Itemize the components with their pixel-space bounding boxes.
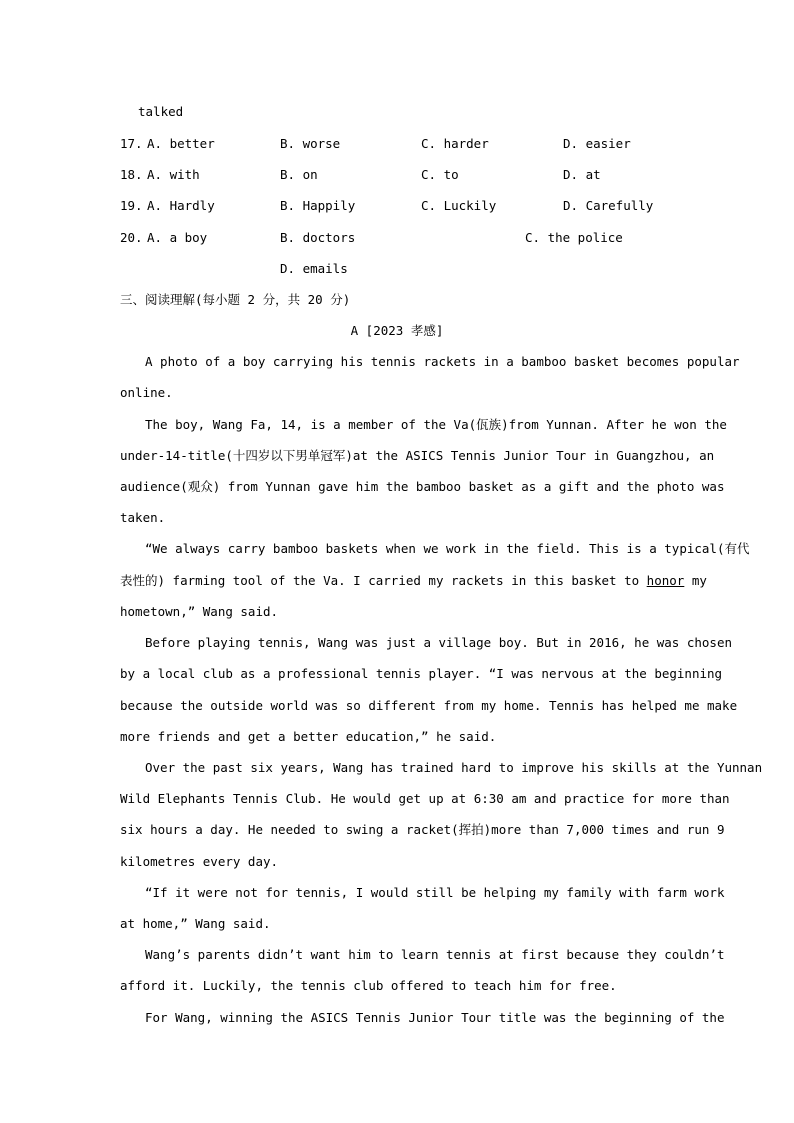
passage-line: “We always carry bamboo baskets when we work in the field. This is a typical(有代 [145, 541, 750, 556]
passage-line: kilometres every day. [120, 854, 279, 869]
question-number: 17. [120, 136, 143, 151]
passage-line: at home,” Wang said. [120, 916, 271, 931]
passage-line: because the outside world was so different from my home. Tennis has helped me make [120, 698, 738, 713]
option-c: C. to [421, 167, 459, 182]
passage-line: For Wang, winning the ASICS Tennis Junior Tour title was the beginning of the [145, 1010, 725, 1025]
passage-line: Before playing tennis, Wang was just a village boy. But in 2016, he was chosen [145, 635, 732, 650]
option-c: C. harder [421, 136, 489, 151]
passage-line: “If it were not for tennis, I would still be helping my family with farm work [145, 885, 725, 900]
passage-text: 表性的) farming tool of the Va. I carried my rackets in this basket to [120, 573, 647, 588]
passage-line: afford it. Luckily, the tennis club offered to teach him for free. [120, 978, 617, 993]
passage-line: under-14-title(十四岁以下男单冠军)at the ASICS Tennis Junior Tour in Guangzhou, an [120, 448, 715, 463]
option-d: D. emails [280, 261, 348, 276]
passage-line: The boy, Wang Fa, 14, is a member of the Va(佤族)from Yunnan. After he won the [145, 417, 727, 432]
option-a: A. Hardly [147, 198, 215, 213]
option-b: B. doctors [280, 230, 356, 245]
option-d: D. at [563, 167, 601, 182]
carry-over-text: talked [138, 104, 184, 119]
passage-line: A photo of a boy carrying his tennis rackets in a bamboo basket becomes popular [145, 354, 740, 369]
question-number: 18. [120, 167, 143, 182]
option-a: A. with [147, 167, 200, 182]
question-number: 19. [120, 198, 143, 213]
option-b: B. worse [280, 136, 341, 151]
passage-line: Over the past six years, Wang has trained hard to improve his skills at the Yunnan [145, 760, 763, 775]
option-c: C. Luckily [421, 198, 497, 213]
question-number: 20. [120, 230, 143, 245]
passage-line: more friends and get a better education,” he said. [120, 729, 497, 744]
passage-line: online. [120, 385, 173, 400]
section-heading: 三、阅读理解(每小题 2 分，共 20 分) [120, 292, 351, 307]
option-b: B. Happily [280, 198, 356, 213]
passage-line: Wang’s parents didn’t want him to learn tennis at first because they couldn’t [145, 947, 725, 962]
passage-line: audience(观众) from Yunnan gave him the bamboo basket as a gift and the photo was [120, 479, 725, 494]
passage-text: my [684, 573, 707, 588]
passage-line: hometown,” Wang said. [120, 604, 279, 619]
passage-line-with-underline [120, 573, 707, 589]
option-d: D. easier [563, 136, 631, 151]
passage-title: A [2023 孝感] [350, 323, 444, 338]
option-a: A. better [147, 136, 215, 151]
passage-line: by a local club as a professional tennis player. “I was nervous at the beginning [120, 666, 723, 681]
passage-line: Wild Elephants Tennis Club. He would get up at 6:30 am and practice for more than [120, 791, 730, 806]
option-c: C. the police [525, 230, 623, 245]
option-b: B. on [280, 167, 318, 182]
underlined-word: honor [646, 573, 685, 588]
option-d: D. Carefully [563, 198, 654, 213]
passage-line: taken. [120, 510, 166, 525]
option-a: A. a boy [147, 230, 208, 245]
passage-line: six hours a day. He needed to swing a racket(挥拍)more than 7,000 times and run 9 [120, 822, 725, 837]
